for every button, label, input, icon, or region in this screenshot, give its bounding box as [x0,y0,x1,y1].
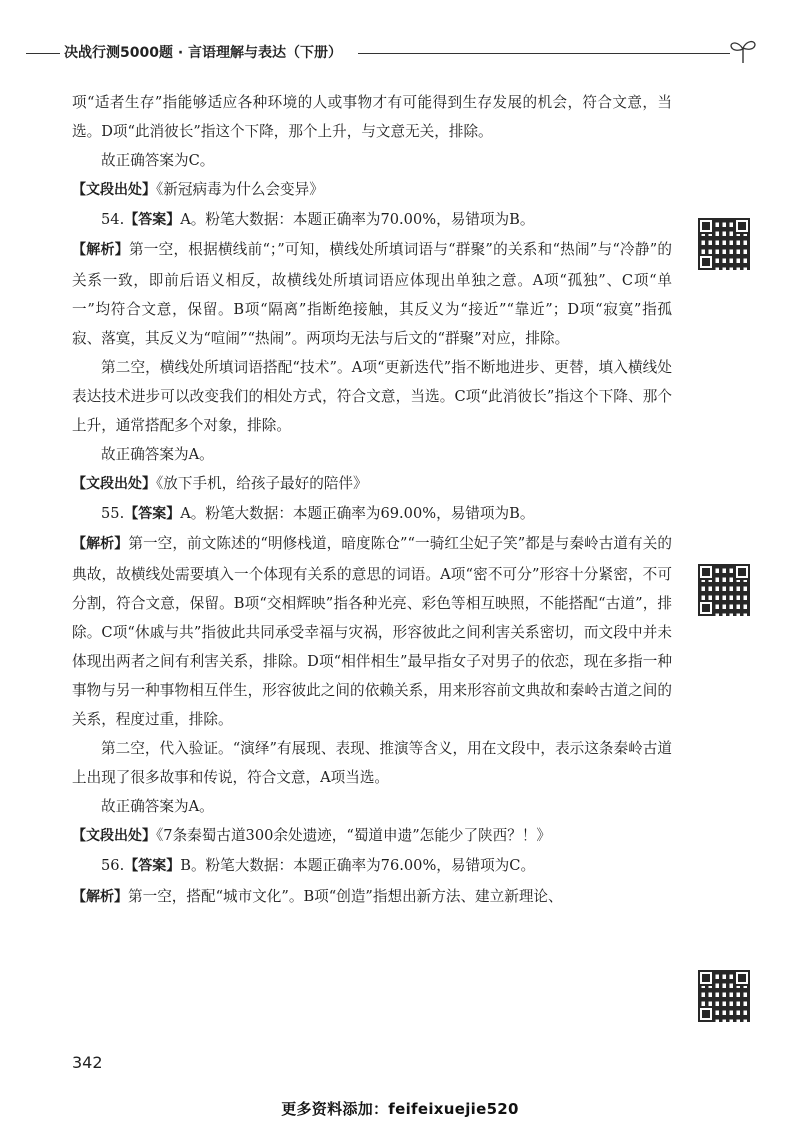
analysis-label: 【解析】 [72,888,128,905]
analysis-label: 【解析】 [72,536,129,553]
source-line [72,175,672,205]
page-body [72,88,672,912]
answer-label: 【答案】 [124,858,181,875]
question-answer [72,499,672,529]
answer-label: 【答案】 [124,506,181,523]
header-rule-left [26,53,60,54]
header-title: 决战行测5000题 · 言语理解与表达（下册） [64,45,343,61]
analysis-text: 第一空，根据横线前“；”可知，横线处所填词语与“群聚”的关系和“热闹”与“冷静”的关系一致，即前后语义相反，故横线处所填词语应体现出单独之意。A项“孤独”、C项“单一”均符合文意，保留。B项“隔离”指断绝接触，其反义为“接近”“靠近”；D项“寂寞”指孤寂、落寞，其反义为“喧闹”“热闹”。两项均无法与后文的“群聚”对应，排除。 [72,241,673,347]
paragraph: 第二空，代入验证。“演绎”有展现、表现、推演等含义，用在文段中，表示这条秦岭古道上出现了很多故事和传说，符合文意，A项当选。 [72,740,672,787]
paragraph: 第二空，横线处所填词语搭配“技术”。A项“更新迭代”指不断地进步、更替，填入横线处表达技术进步可以改变我们的相处方式，符合文意，当选。C项“此消彼长”指这个下降、那个上升，通常搭配多个对象，排除。 [72,358,672,435]
paragraph: 项“适者生存”指能够适应各种环境的人或事物才有可能得到生存发展的机会，符合文意，当选。D项“此消彼长”指这个下降，那个上升，与文意无关，排除。 [72,94,672,141]
source-title: 《新冠病毒为什么会变异》 [156,181,324,199]
source-title: 《7条秦蜀古道300余处遗迹，“蜀道申遗”怎能少了陕西？！》 [156,827,552,845]
running-header [0,38,800,68]
source-line [72,469,672,499]
answer-label: 【答案】 [124,212,181,229]
sprout-icon [728,38,758,64]
question-number: 56. [101,857,125,875]
answer-text: B。粉笔大数据：本题正确率为76.00%，易错项为C。 [180,857,536,875]
analysis-text: 第一空，前文陈述的“明修栈道，暗度陈仓”“一骑红尘妃子笑”都是与秦岭古道有关的典故，故横线处需要填入一个体现有关系的意思的词语。A项“密不可分”形容十分紧密，不可分割，符合文意，保留。B项“交相辉映”指各种光亮、彩色等相互映照，不能搭配“古道”，排除。C项“休戚与共”指彼此共同承受幸福与灾祸，形容彼此之间利害关系密切，而文段中并未体现出两者之间有利害关系，排除。D项“相伴相生”最早指女子对男子的依恋，现在多指一种事物与另一种事物相互伴生，形容彼此之间的依赖关系，用来形容前文典故和秦岭古道之间的关系，程度过重，排除。 [72,535,672,728]
source-label: 【文段出处】 [72,476,156,493]
question-answer [72,205,672,235]
analysis-paragraph [72,882,672,912]
source-title: 《放下手机，给孩子最好的陪伴》 [156,475,368,493]
analysis-text: 第一空，搭配“城市文化”。B项“创造”指想出新方法、建立新理论、 [128,887,563,905]
qr-code[interactable] [698,564,750,616]
qr-code[interactable] [698,970,750,1022]
question-number: 55. [101,505,125,523]
page-number: 342 [72,1053,103,1072]
answer-line: 故正确答案为C。 [101,152,215,170]
question-number: 54. [101,211,125,229]
answer-line: 故正确答案为A。 [101,446,214,464]
question-answer [72,851,672,881]
analysis-paragraph [72,235,672,352]
answer-text: A。粉笔大数据：本题正确率为69.00%，易错项为B。 [180,505,535,523]
footer-note: 更多资料添加：feifeixuejie520 [281,1100,519,1118]
source-line [72,821,672,851]
answer-text: A。粉笔大数据：本题正确率为70.00%，易错项为B。 [180,211,535,229]
answer-line: 故正确答案为A。 [101,798,214,816]
qr-code[interactable] [698,218,750,270]
header-rule-right [358,53,730,54]
analysis-paragraph [72,529,672,734]
source-label: 【文段出处】 [72,828,156,845]
source-label: 【文段出处】 [72,182,156,199]
analysis-label: 【解析】 [72,242,129,259]
